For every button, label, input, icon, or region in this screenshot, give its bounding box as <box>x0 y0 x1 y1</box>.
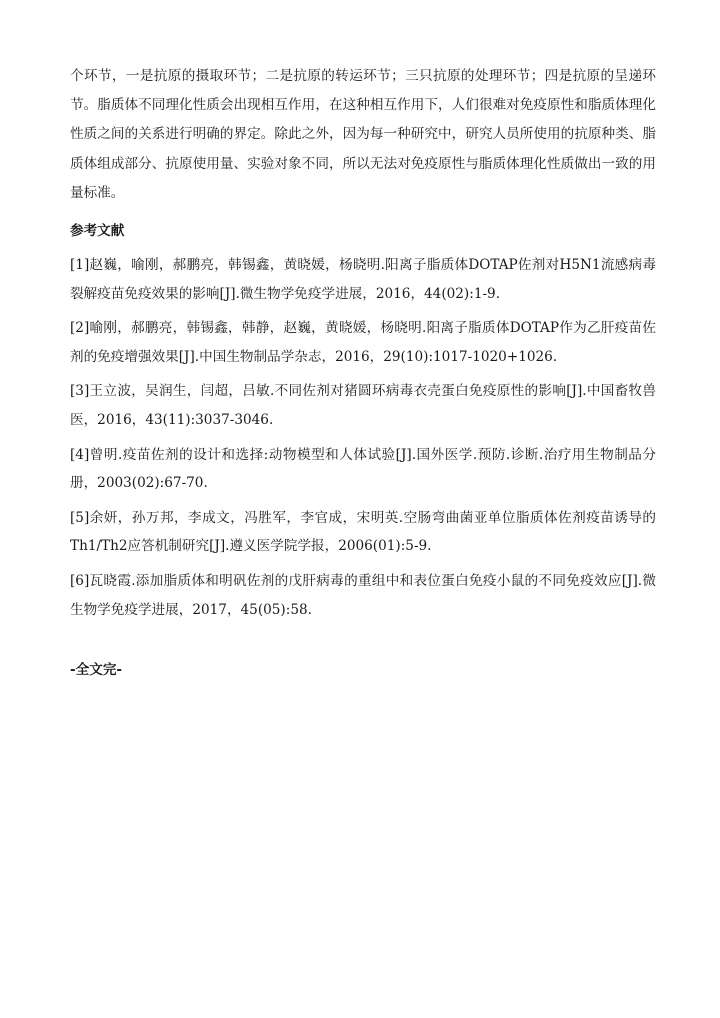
references-heading: 参考文献 <box>70 223 125 240</box>
reference-list <box>70 251 656 624</box>
reference-item-5: [5]余妍，孙万邦，李成文，冯胜军，李官成，宋明英.空肠弯曲菌亚单位脂质体佐剂疫苗诱导的Th1/Th2应答机制研究[J].遵义医学院学报，2006(01):5-9. <box>70 509 656 555</box>
body-paragraph: 个环节，一是抗原的摄取环节；二是抗原的转运环节；三只抗原的处理环节；四是抗原的呈递环节。脂质体不同理化性质会出现相互作用，在这种相互作用下，人们很难对免疫原性和脂质体理化性质之间的关系进行明确的界定。除此之外，因为每一种研究中，研究人员所使用的抗原种类、脂质体组成部分、抗原使用量、实验对象不同，所以无法对免疫原性与脂质体理化性质做出一致的用量标准。 <box>70 68 656 201</box>
end-of-text-mark: -全文完- <box>70 662 123 679</box>
reference-item-6: [6]瓦晓霞.添加脂质体和明矾佐剂的戊肝病毒的重组中和表位蛋白免疫小鼠的不同免疫效应[J].微生物学免疫学进展，2017，45(05):58. <box>70 572 656 618</box>
reference-item-1: [1]赵巍，喻刚，郝鹏亮，韩锡鑫，黄晓媛，杨晓明.阳离子脂质体DOTAP佐剂对H5N1流感病毒裂解疫苗免疫效果的影响[J].微生物学免疫学进展，2016，44(02):1-9. <box>70 257 656 302</box>
reference-item-3: [3]王立波，吴润生，闫超，吕敏.不同佐剂对猪圆环病毒衣壳蛋白免疫原性的影响[J].中国畜牧兽医，2016，43(11):3037-3046. <box>70 383 656 428</box>
reference-item-2: [2]喻刚，郝鹏亮，韩锡鑫，韩静，赵巍，黄晓媛，杨晓明.阳离子脂质体DOTAP作为乙肝疫苗佐剂的免疫增强效果[J].中国生物制品学杂志，2016，29(10):1017-1020+1026. <box>70 320 656 365</box>
reference-item-4: [4]曾明.疫苗佐剂的设计和选择:动物模型和人体试验[J].国外医学.预防.诊断.治疗用生物制品分册，2003(02):67-70. <box>70 446 656 492</box>
